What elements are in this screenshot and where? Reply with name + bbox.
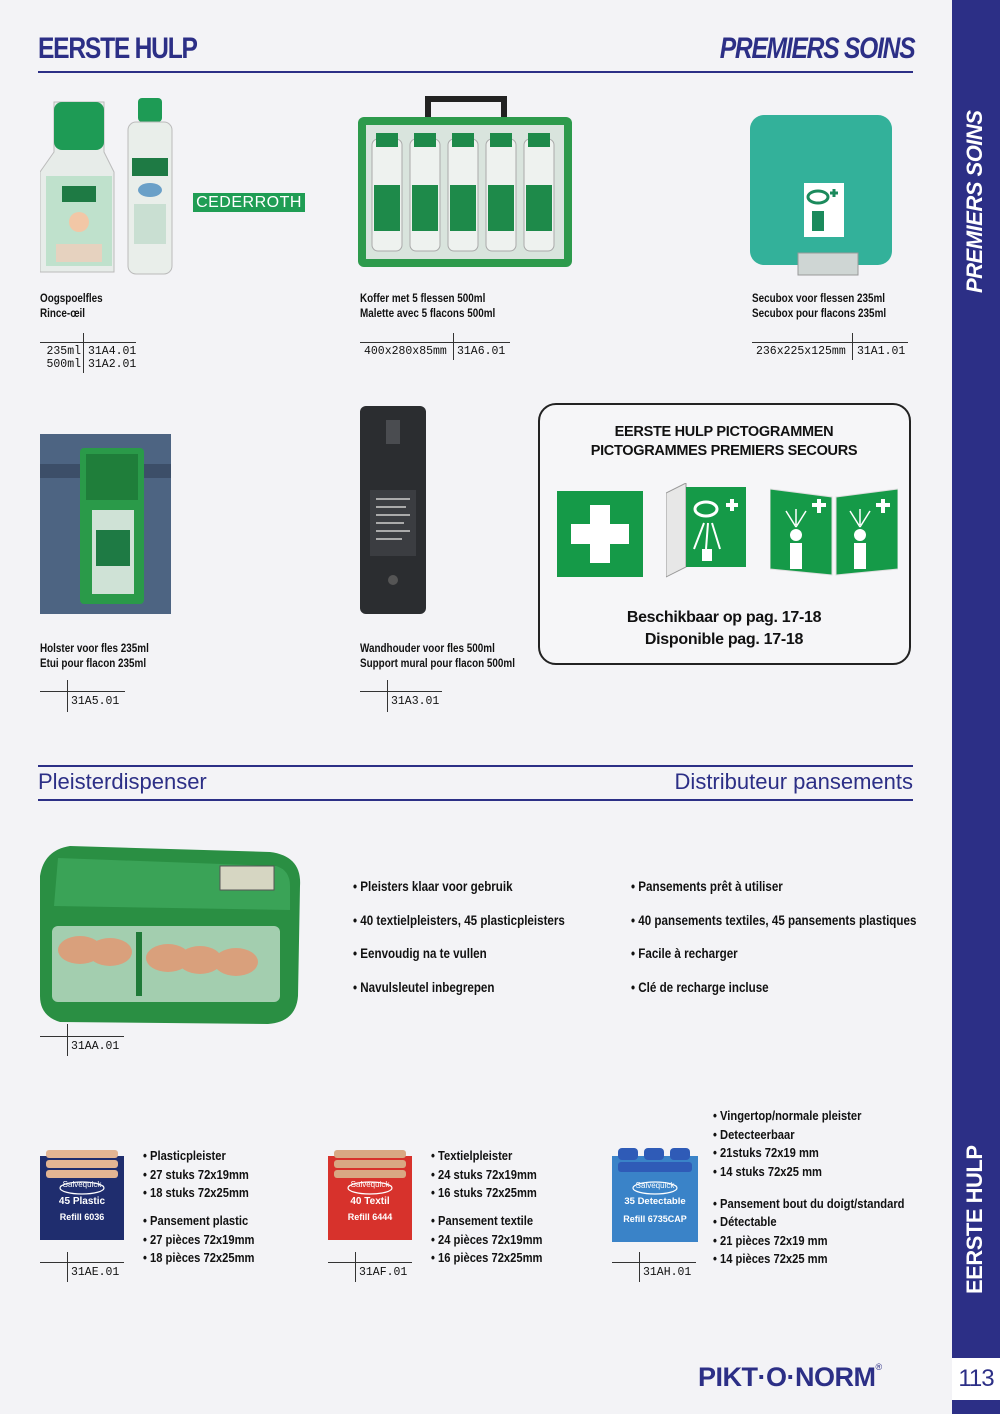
refill-bullet-fr: • 14 pièces 72x25 mm — [713, 1251, 828, 1266]
feature-bullet-fr: • 40 pansements textiles, 45 pansements plastiques — [631, 913, 917, 928]
picto-availability-fr: Disponible pag. 17-18 — [644, 631, 804, 648]
refill-bullet-fr: • Détectable — [713, 1214, 777, 1229]
code-divider — [67, 1024, 68, 1056]
pikt-o-norm-logo — [698, 1362, 882, 1393]
product-name-fr: Etui pour flacon 235ml — [40, 658, 147, 670]
refill-bullet-fr: • 16 pièces 72x25mm — [431, 1250, 543, 1265]
refill-box-image — [612, 1148, 698, 1242]
section-rule-bottom — [38, 799, 913, 801]
product-name-nl: Holster voor fles 235ml — [40, 643, 149, 655]
secubox-image — [748, 113, 894, 277]
bottle-case-image — [358, 95, 572, 271]
code-divider — [83, 333, 84, 373]
product-code: 31AF.01 — [359, 1266, 408, 1279]
product-size: 235ml — [46, 345, 81, 358]
product-size: 236x225x125mm — [756, 345, 846, 358]
header-rule — [38, 71, 913, 73]
product-code: 31A1.01 — [857, 345, 906, 358]
feature-bullet-nl: • 40 textielpleisters, 45 plasticpleisters — [353, 913, 565, 928]
section-title-nl: Pleisterdispenser — [38, 769, 207, 794]
code-rule — [40, 691, 125, 692]
product-name-nl: Wandhouder voor fles 500ml — [360, 643, 495, 655]
brand-name: PIKT·O·NORM — [698, 1362, 876, 1392]
product-code: 31AA.01 — [71, 1040, 120, 1053]
refill-bullet-nl: • 21stuks 72x19 mm — [713, 1145, 819, 1160]
picto-title-fr: PICTOGRAMMES PREMIERS SECOURS — [590, 443, 858, 459]
product-code: 31A3.01 — [391, 695, 440, 708]
refill-bullet-fr: • 27 pièces 72x19mm — [143, 1232, 255, 1247]
refill-bullet-nl: • 27 stuks 72x19mm — [143, 1167, 249, 1182]
product-name-fr: Secubox pour flacons 235ml — [752, 308, 887, 320]
sidebar-top-label: PREMIERS SOINS — [962, 110, 987, 293]
picto-title-nl: EERSTE HULP PICTOGRAMMEN — [614, 424, 834, 440]
code-rule — [40, 342, 136, 343]
page-title-left: EERSTE HULP — [38, 32, 197, 65]
code-divider — [852, 333, 853, 360]
product-size: 500ml — [46, 358, 81, 371]
refill-number: Refill 6444 — [347, 1212, 393, 1222]
eye-wash-bottle-image — [40, 96, 118, 276]
feature-bullet-nl: • Eenvoudig na te vullen — [353, 946, 487, 961]
feature-bullet-nl: • Pleisters klaar voor gebruik — [353, 879, 513, 894]
refill-bullet-fr: • Pansement textile — [431, 1213, 534, 1228]
refill-bullet-fr: • Pansement bout du doigt/standard — [713, 1196, 905, 1211]
cederroth-logo: CEDERROTH — [193, 193, 305, 212]
code-divider — [355, 1252, 356, 1282]
refill-bullet-nl: • 18 stuks 72x25mm — [143, 1185, 249, 1200]
refill-bullet-fr: • Pansement plastic — [143, 1213, 249, 1228]
refill-number: Refill 6735CAP — [623, 1214, 687, 1224]
emergency-shower-sign-icon — [770, 485, 898, 581]
picto-availability-nl: Beschikbaar op pag. 17-18 — [626, 609, 822, 626]
code-rule — [40, 1036, 124, 1037]
product-name-nl: Koffer met 5 flessen 500ml — [360, 293, 486, 305]
code-rule — [612, 1262, 696, 1263]
code-divider — [387, 680, 388, 712]
product-name-fr: Support mural pour flacon 500ml — [360, 658, 515, 670]
product-name-fr: Malette avec 5 flacons 500ml — [360, 308, 496, 320]
refill-bullet-nl: • 14 stuks 72x25 mm — [713, 1164, 822, 1179]
code-rule — [40, 1262, 124, 1263]
refill-brand: Salvequick — [350, 1180, 390, 1189]
refill-title: 45 Plastic — [58, 1196, 106, 1207]
plaster-dispenser-image — [40, 846, 302, 1028]
product-code: 31A4.01 — [88, 345, 137, 358]
first-aid-sign-icon — [557, 491, 643, 577]
eye-wash-bottle-image — [126, 98, 174, 276]
product-code: 31A5.01 — [71, 695, 120, 708]
refill-bullet-nl: • Plasticpleister — [143, 1148, 226, 1163]
feature-bullet-nl: • Navulsleutel inbegrepen — [353, 980, 495, 995]
code-divider — [453, 333, 454, 360]
refill-bullet-nl: • Textielpleister — [431, 1148, 513, 1163]
refill-title: 40 Textil — [350, 1196, 390, 1207]
code-divider — [639, 1252, 640, 1282]
code-rule — [360, 342, 510, 343]
refill-box-image — [40, 1150, 124, 1240]
product-code: 31A2.01 — [88, 358, 137, 371]
sidebar-bottom-label: EERSTE HULP — [962, 1145, 987, 1294]
section-rule-top — [38, 765, 913, 767]
holster-image — [40, 434, 171, 614]
feature-bullet-fr: • Facile à recharger — [631, 946, 738, 961]
product-size: 400x280x85mm — [364, 345, 447, 358]
product-code: 31AE.01 — [71, 1266, 120, 1279]
feature-bullet-fr: • Pansements prêt à utiliser — [631, 879, 783, 894]
refill-bullet-nl: • 16 stuks 72x25mm — [431, 1185, 537, 1200]
refill-bullet-nl: • Detecteerbaar — [713, 1127, 795, 1142]
refill-bullet-fr: • 21 pièces 72x19 mm — [713, 1233, 828, 1248]
refill-brand: Salvequick — [62, 1180, 102, 1189]
refill-bullet-nl: • 24 stuks 72x19mm — [431, 1167, 537, 1182]
refill-title: 35 Detectable — [624, 1196, 686, 1207]
code-rule — [360, 691, 442, 692]
brand-registered-mark: ® — [875, 1362, 883, 1372]
refill-box-image — [328, 1150, 412, 1240]
wall-holder-image — [360, 406, 426, 614]
section-title-fr: Distributeur pansements — [674, 769, 913, 794]
product-code: 31AH.01 — [643, 1266, 692, 1279]
code-divider — [67, 680, 68, 712]
feature-bullet-fr: • Clé de recharge incluse — [631, 980, 769, 995]
product-name-fr: Rince-œil — [40, 308, 86, 320]
refill-bullet-nl: • Vingertop/normale pleister — [713, 1108, 862, 1123]
product-name-nl: Secubox voor flessen 235ml — [752, 293, 886, 305]
pictogram-info-box — [538, 403, 911, 665]
product-name-nl: Oogspoelfles — [40, 293, 103, 305]
page-title-right: PREMIERS SOINS — [719, 32, 914, 65]
refill-bullet-fr: • 18 pièces 72x25mm — [143, 1250, 255, 1265]
refill-bullet-fr: • 24 pièces 72x19mm — [431, 1232, 543, 1247]
code-rule — [328, 1262, 412, 1263]
refill-number: Refill 6036 — [59, 1212, 105, 1222]
eye-wash-sign-icon — [666, 483, 748, 579]
code-divider — [67, 1252, 68, 1282]
product-code: 31A6.01 — [457, 345, 506, 358]
code-rule — [752, 342, 908, 343]
page-number: 113 — [952, 1358, 1000, 1400]
refill-brand: Salvequick — [635, 1181, 675, 1190]
